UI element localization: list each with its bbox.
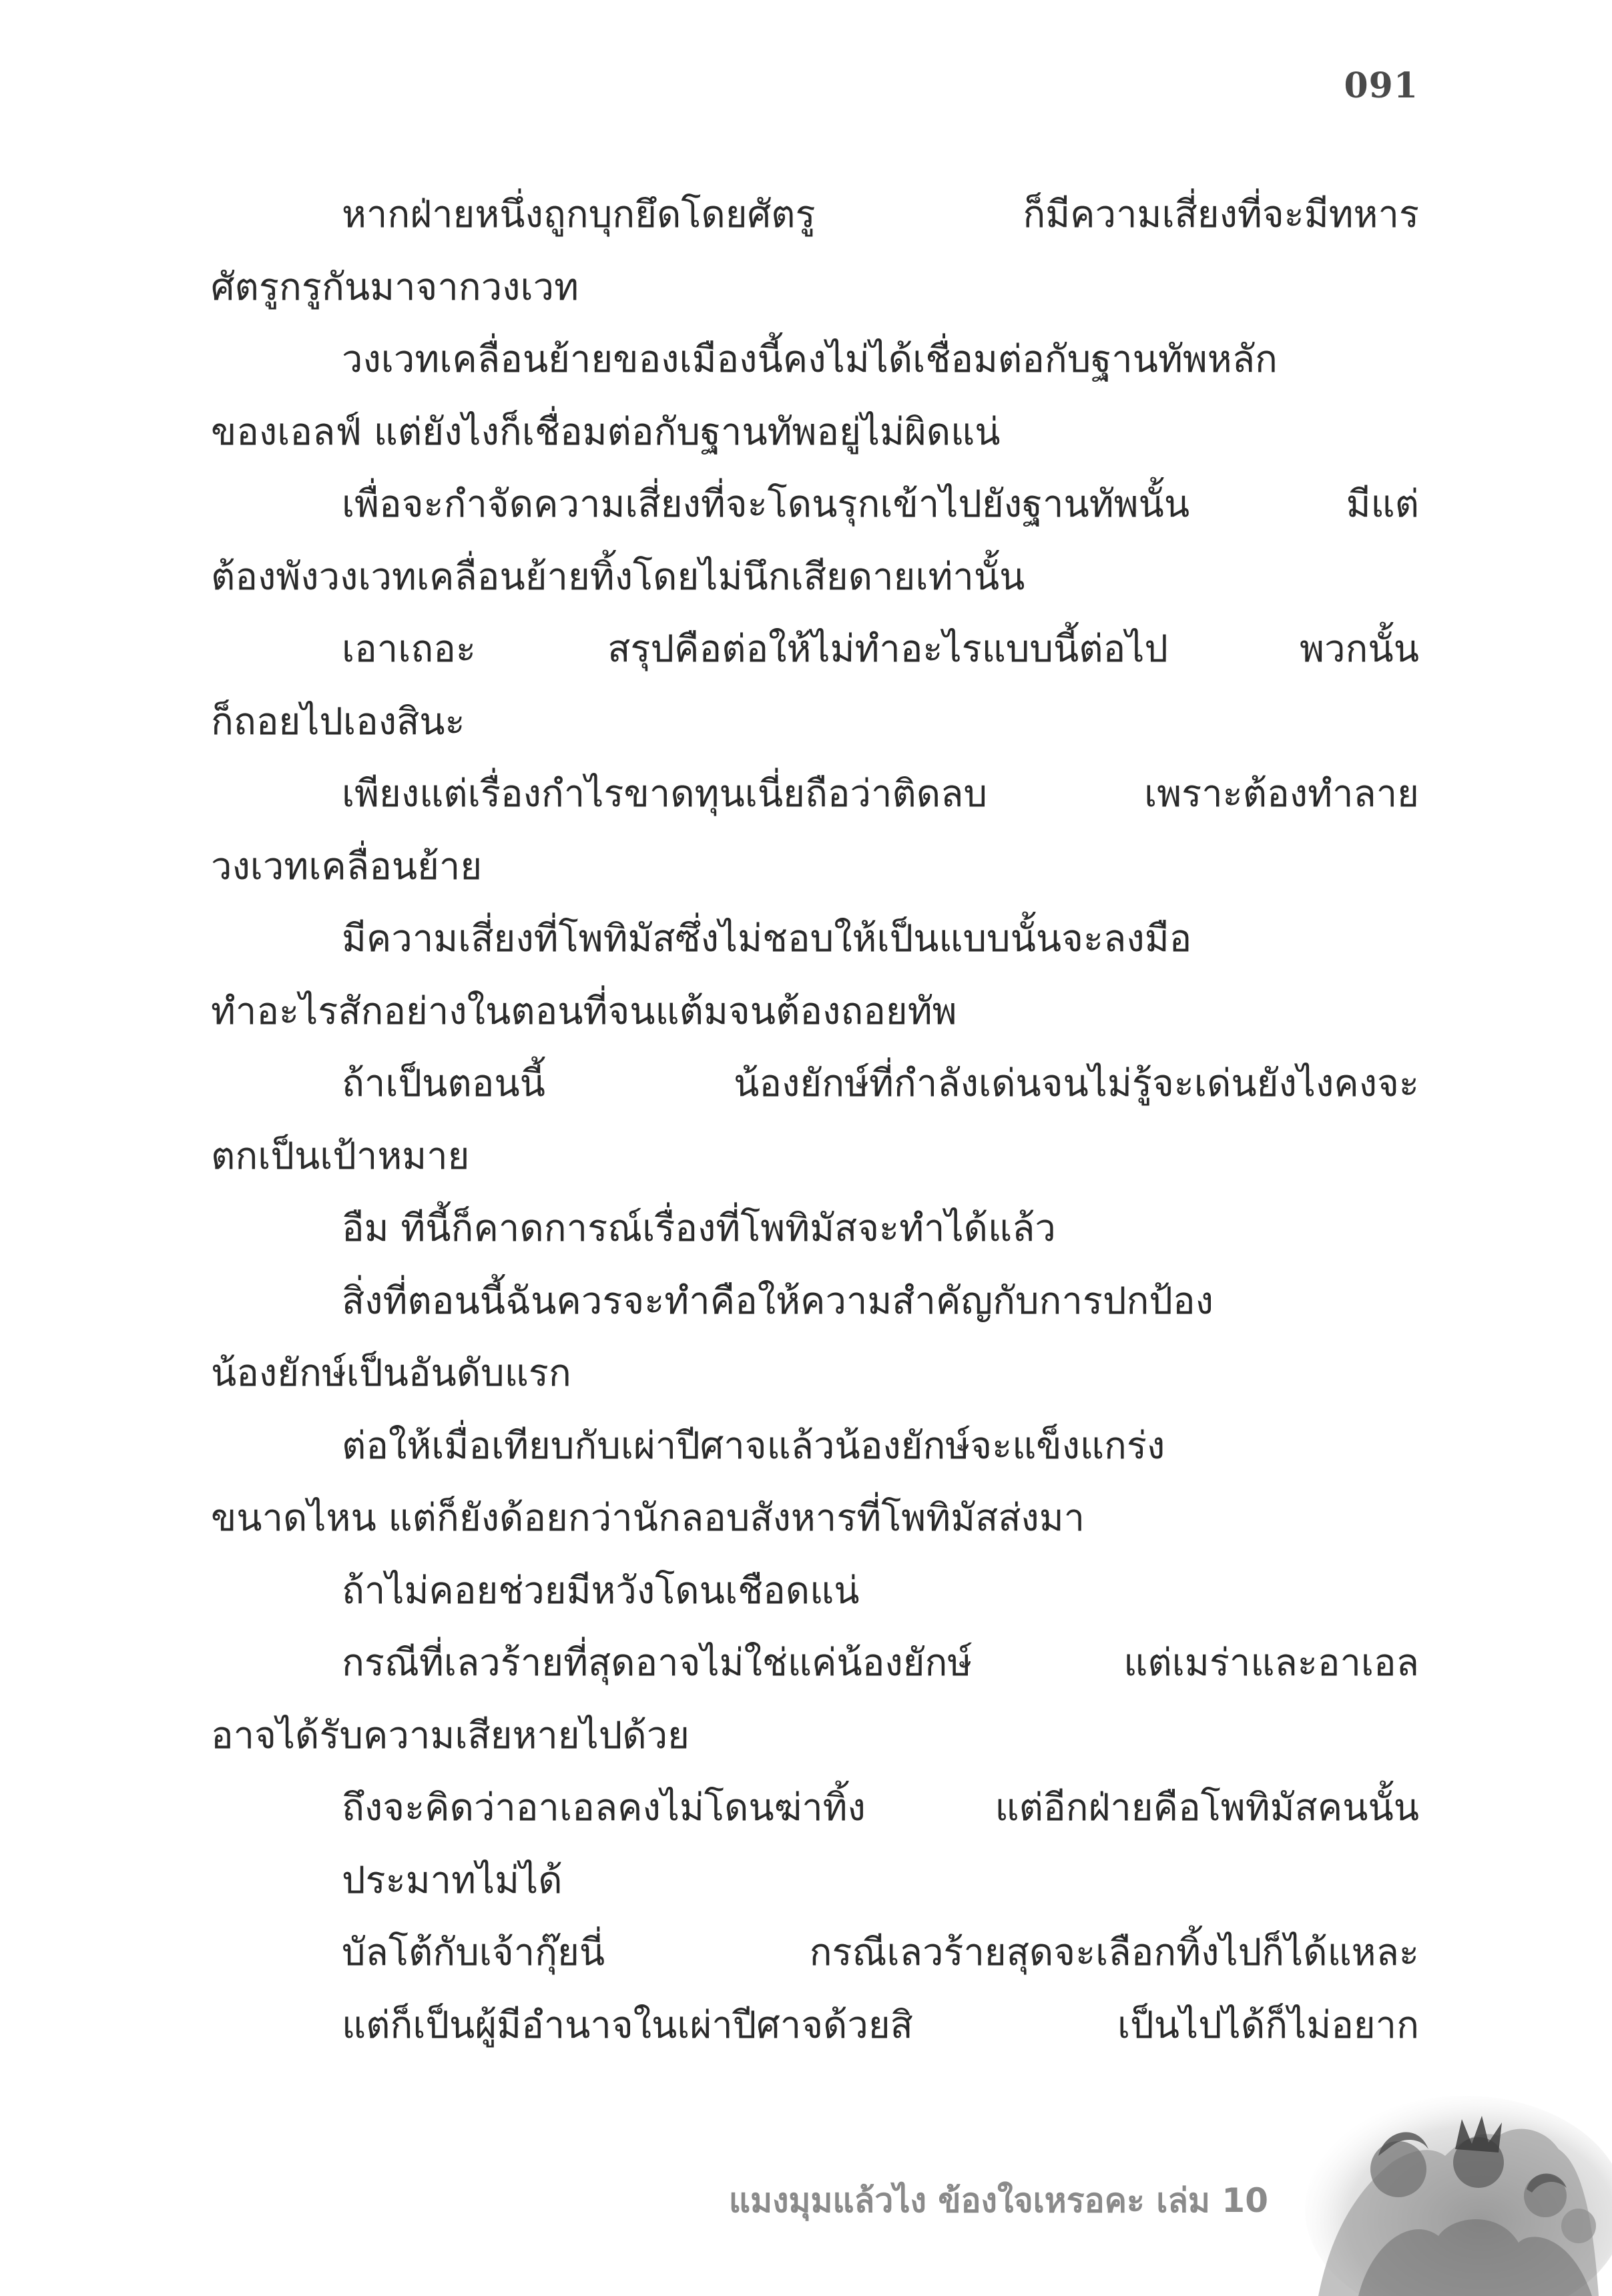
character-illustration <box>1278 2082 1612 2296</box>
text-line: น้องยักษ์เป็นอันดับแรก <box>211 1352 571 1395</box>
book-title: แมงมุมแล้วไง ข้องใจเหรอคะ เล่ม 10 <box>728 2181 1268 2220</box>
text-line: ของเอลฟ์ แต่ยังไงก็เชื่อมต่อกับฐานทัพอยู่ไม่ผิดแน่ <box>211 410 1001 454</box>
page-footer <box>0 2122 1612 2296</box>
text-line: แต่ก็เป็นผู้มีอำนาจในเผ่าปีศาจด้วยสิ เป็นไปได้ก็ไม่อยาก <box>342 2003 1419 2047</box>
text-line: ต่อให้เมื่อเทียบกับเผ่าปีศาจแล้วน้องยักษ์จะแข็งแกร่ง <box>342 1424 1165 1468</box>
text-line: ประมาทไม่ได้ <box>342 1858 563 1902</box>
text-line: ทำอะไรสักอย่างในตอนที่จนแต้มจนต้องถอยทัพ <box>211 989 957 1033</box>
text-line: เพียงแต่เรื่องกำไรขาดทุนเนี่ยถือว่าติดลบ เพราะต้องทำลาย <box>342 772 1419 816</box>
text-line: สิ่งที่ตอนนี้ฉันควรจะทำคือให้ความสำคัญกับการปกป้อง <box>342 1279 1214 1323</box>
text-line: เอาเถอะ สรุปคือต่อให้ไม่ทำอะไรแบบนี้ต่อไป พวกนั้น <box>342 627 1419 671</box>
text-line: บัลโต้กับเจ้ากุ๊ยนี่ กรณีเลวร้ายสุดจะเลือกทิ้งไปก็ได้แหละ <box>342 1931 1419 1974</box>
text-line: ต้องพังวงเวทเคลื่อนย้ายทิ้งโดยไม่นึกเสียดายเท่านั้น <box>211 555 1025 599</box>
text-line: กรณีที่เลวร้ายที่สุดอาจไม่ใช่แค่น้องยักษ์ แต่เมร่าและอาเอล <box>342 1641 1419 1685</box>
text-line: ตกเป็นเป้าหมาย <box>211 1134 470 1178</box>
text-line: ศัตรูกรูกันมาจากวงเวท <box>211 265 579 309</box>
text-line: วงเวทเคลื่อนย้าย <box>211 844 483 888</box>
text-line: ถึงจะคิดว่าอาเอลคงไม่โดนฆ่าทิ้ง แต่อีกฝ่ายคือโพทิมัสคนนั้น <box>342 1786 1419 1829</box>
body-text <box>211 179 1419 2062</box>
text-line: อืม ทีนี้ก็คาดการณ์เรื่องที่โพทิมัสจะทำได้แล้ว <box>342 1207 1056 1250</box>
text-line: วงเวทเคลื่อนย้ายของเมืองนี้คงไม่ได้เชื่อมต่อกับฐานทัพหลัก <box>342 338 1278 381</box>
text-line: อาจได้รับความเสียหายไปด้วย <box>211 1713 690 1757</box>
text-line: ถ้าไม่คอยช่วยมีหวังโดนเชือดแน่ <box>342 1568 860 1613</box>
text-line: ถ้าเป็นตอนนี้ น้องยักษ์ที่กำลังเด่นจนไม่รู้จะเด่นยังไงคงจะ <box>342 1062 1419 1105</box>
text-line: ก็ถอยไปเองสินะ <box>211 699 465 744</box>
text-line: หากฝ่ายหนึ่งถูกบุกยึดโดยศัตรู ก็มีความเสี่ยงที่จะมีทหาร <box>342 193 1419 236</box>
text-line: มีความเสี่ยงที่โพทิมัสซึ่งไม่ชอบให้เป็นแบบนั้นจะลงมือ <box>342 917 1192 960</box>
text-line: เพื่อจะกำจัดความเสี่ยงที่จะโดนรุกเข้าไปยังฐานทัพนั้น มีแต่ <box>342 483 1419 526</box>
text-line: ขนาดไหน แต่ก็ยังด้อยกว่านักลอบสังหารที่โพทิมัสส่งมา <box>211 1496 1085 1540</box>
page-number: 091 <box>1344 65 1418 106</box>
